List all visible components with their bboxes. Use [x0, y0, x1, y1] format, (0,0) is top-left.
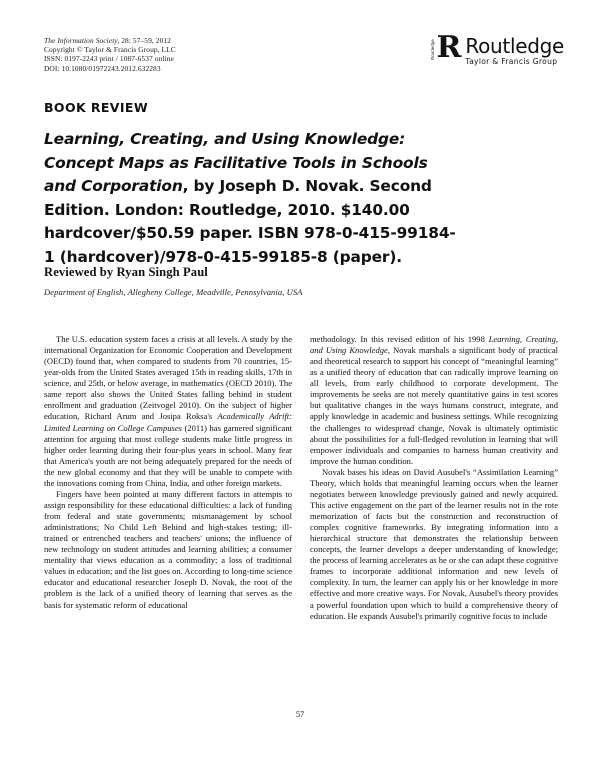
column-right	[310, 334, 558, 622]
issn-line: ISSN: 0197-2243 print / 1087-6537 online	[44, 54, 174, 64]
book-title-remainder: , by Joseph D. Novak. Second Edition. London: Routledge, 2010. $140.00 hardcover/$50.59 paper. ISBN 978-0-415-99184-1 (hardcover)/978-0-415-99185-8 (paper).	[44, 177, 456, 266]
cited-work-title: Academically Adrift: Limited Learning on College Campuses	[44, 411, 292, 433]
publisher-tagline: Taylor & Francis Group	[465, 57, 558, 66]
copyright-line: Copyright © Taylor & Francis Group, LLC	[44, 45, 176, 55]
body-paragraph	[310, 334, 558, 467]
journal-volume: 28: 57–59, 2012	[119, 36, 171, 45]
body-text: , Novak marshals a significant body of practical and theoretical research to support his concept of “meaningful learning” as a unified theory of education that can radically improve learning on all levels, from early childhood to corporate development. The improvements he seeks are not merely quantitative gains in test scores but qualitative changes in the ways humans construct, integrate, and apply knowledge in academic and business settings. While recognizing the challenges to widespread change, Novak is ultimately optimistic about the possibilities for a full-fledged revolution in learning that will empower individuals and companies to harness human creativity and improve the human condition.	[310, 345, 558, 466]
journal-masthead	[44, 36, 304, 73]
page-number: 57	[295, 710, 305, 719]
section-label: BOOK REVIEW	[44, 100, 149, 115]
book-title: Learning, Creating, and Using Knowledge: Concept Maps as Facilitative Tools in Schools and Corporation	[44, 130, 428, 195]
doi-line: DOI: 10.1080/01972243.2012.632283	[44, 63, 161, 73]
reviewer-byline: Reviewed by Ryan Singh Paul	[44, 265, 208, 279]
column-left	[44, 334, 292, 622]
cited-work-title: Learning, Creating, and Using Knowledge	[310, 334, 558, 356]
publisher-wordmark	[465, 36, 564, 67]
body-text: (2011) has garnered significant attention for arguing that most college students make little progress in higher order learning during their four-plus years in school. Many fear that America's youth are not being adequately prepared for the needs of the new global economy and that they will be unable to compete with the innovations coming from China, India, and other foreign markets.	[44, 422, 292, 488]
body-text: methodology. In this revised edition of his 1998	[310, 334, 489, 344]
body-paragraph	[310, 467, 558, 622]
journal-citation-line	[44, 36, 304, 45]
body-text: Novak bases his ideas on David Ausubel's “Assimilation Learning” Theory, which holds that meaningful learning occurs when the learner negotiates between knowledge previously gained and newly acquired. This active engagement on the part of the learner results not in the rote memorization of facts but the construction and reconstruction of complex cognitive frameworks. By integrating information into a hierarchical structure that demonstrates the relationship between concepts, the learner develops a deeper understanding of knowledge; the process of learning accelerates as he or she can adapt these cognitive frames to incorporate additional information and new levels of complexity. In turn, the learner can apply his or her knowledge in more effective and more creative ways. For Novak, Ausubel's theory provides a powerful foundation upon which to build a comprehensive theory of education. He expands Ausubel's primarily cognitive focus to include	[310, 466, 558, 621]
body-paragraph	[44, 334, 292, 489]
body-text: The U.S. education system faces a crisis at all levels. A study by the international Organization for Economic Cooperation and Development (OECD) found that, when compared to students from 70 countries, 15-year-olds from the United States averaged 15th in reading skills, 17th in science, and 25th, or below average, in mathematics (OECD 2010). The same report also shows the United States falling behind in student enrollment and graduation (Zeitvogel 2010). On the subject of higher education, Richard Arum and Josipa Roksa's	[44, 334, 292, 422]
reviewer-affiliation: Department of English, Allegheny College, Meadville, Pennsylvania, USA	[44, 287, 303, 297]
journal-title: The Information Society,	[44, 36, 120, 45]
body-paragraph	[44, 489, 292, 611]
article-body	[44, 334, 558, 622]
publisher-logo	[430, 32, 564, 78]
routledge-r-mark-icon: R	[436, 30, 462, 65]
body-text: Fingers have been pointed at many different factors in attempts to assign responsibility for these educational difficulties: a lack of funding from federal and state governments; mismanagement by school administrations; No Child Left Behind and high-stakes testing; ill-trained or entrenched teachers and teachers' unions; the influence of new technology on student attitudes and learning abilities; a consumer mentality that views education as a commodity; a loss of traditional values in education; and the list goes on. According to long-time science educator and educational researcher Joseph D. Novak, the root of the problem is the lack of a unified theory of learning that serves as the basis for systematic reform of educational	[44, 488, 292, 610]
publisher-name: Routledge	[465, 34, 564, 58]
routledge-vertical-text: Routledge	[430, 39, 436, 60]
page-title	[44, 128, 464, 269]
